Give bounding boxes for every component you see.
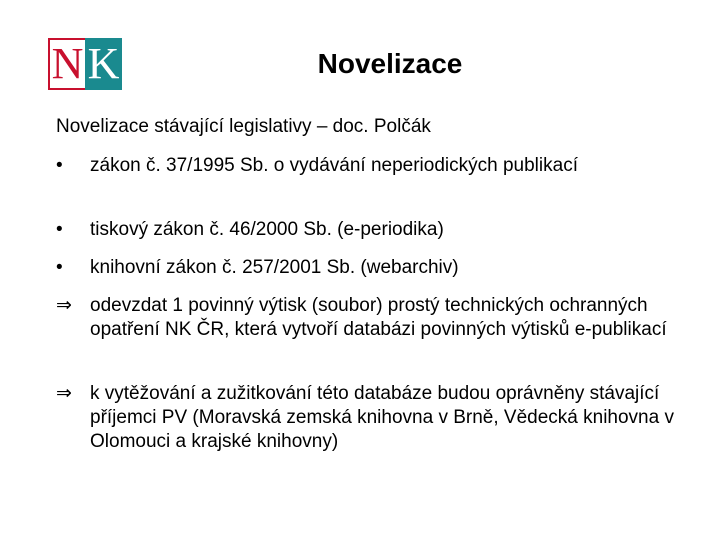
list-item-text: tiskový zákon č. 46/2000 Sb. (e-periodika) xyxy=(90,219,444,240)
list-item-text: knihovní zákon č. 257/2001 Sb. (webarchiv) xyxy=(90,257,459,278)
bullet-marker: • xyxy=(56,219,63,240)
list-item-1 xyxy=(56,154,676,178)
bullet-marker: • xyxy=(56,155,63,176)
subtitle: Novelizace stávající legislativy – doc. Polčák xyxy=(56,116,431,137)
list-item-5 xyxy=(56,382,676,454)
list-item-2 xyxy=(56,218,676,242)
logo-letter-k: K xyxy=(85,38,122,90)
bullet-marker: • xyxy=(56,257,63,278)
arrow-marker: ⇒ xyxy=(56,295,72,316)
list-item-text: odevzdat 1 povinný výtisk (soubor) prostý technických ochranných opatření NK ČR, která vytvoří databázi povinných výtisků e-publikací xyxy=(90,295,667,340)
list-item-3 xyxy=(56,256,676,280)
logo-letter-n: N xyxy=(48,38,85,90)
list-item-text: k vytěžování a zužitkování této databáze budou oprávněny stávající příjemci PV (Moravská zemská knihovna v Brně, Vědecká knihovna v Olomouci a krajské knihovny) xyxy=(90,383,674,452)
arrow-marker: ⇒ xyxy=(56,383,72,404)
list-item-text: zákon č. 37/1995 Sb. o vydávání neperiodických publikací xyxy=(90,155,578,176)
page-title: Novelizace xyxy=(317,48,463,79)
list-item-4 xyxy=(56,294,676,342)
nk-logo xyxy=(48,38,122,90)
